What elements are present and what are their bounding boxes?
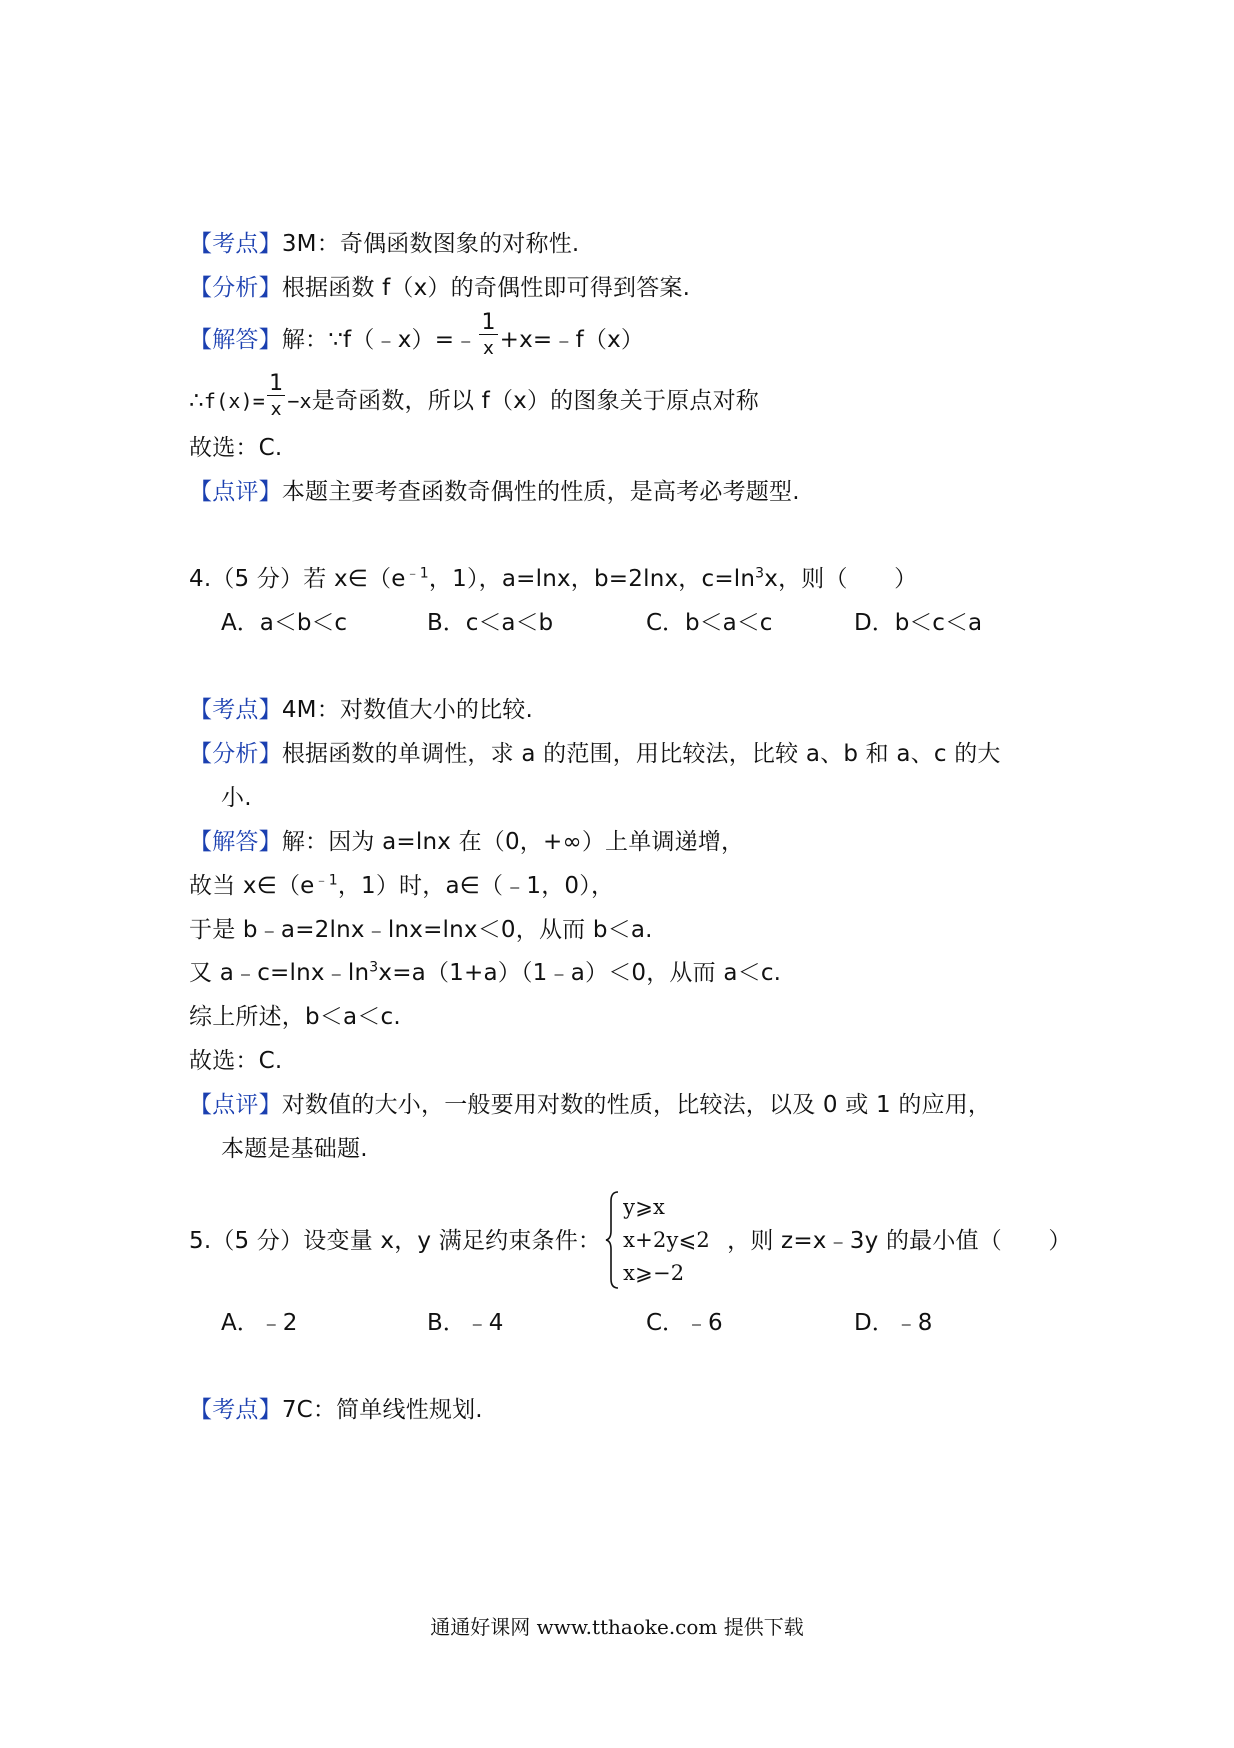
q5-stem-part-a: 5.（5 分）设变量 x，y 满足约束条件： xyxy=(189,1228,602,1254)
constraint-row-2: x+2y⩽2 xyxy=(623,1227,710,1252)
q5-stem-part-b: ，则 z=x﹣3y 的最小值（ ） xyxy=(727,1228,1072,1254)
q4-line4-part-a: 又 a﹣c=lnx﹣ln xyxy=(189,960,370,986)
q4-option-d: D．b＜c＜a xyxy=(854,610,983,636)
q4-dianping-label: 【点评】 xyxy=(189,1092,282,1118)
q4-fenxi-text-1: 根据函数的单调性，求 a 的范围，用比较法，比较 a、b 和 a、c 的大 xyxy=(281,741,1001,767)
q3-fenxi-line xyxy=(189,272,690,304)
q4-fenxi-line xyxy=(189,738,1001,770)
q3-fenxi-label: 【分析】 xyxy=(189,275,282,301)
q3-jieda-line xyxy=(189,310,645,365)
q4-jieda-line-2 xyxy=(189,870,614,902)
q4-line4-part-b: x=a（1+a）（1﹣a）＜0，从而 a＜c. xyxy=(378,960,782,986)
q4-fenxi-label: 【分析】 xyxy=(189,741,282,767)
q4-dianping-text-1: 对数值的大小，一般要用对数的性质，比较法，以及 0 或 1 的应用， xyxy=(281,1092,992,1118)
q4-jieda-line-4 xyxy=(189,957,781,989)
q4-jieda-text: 解：因为 a=lnx 在（0，+∞）上单调递增， xyxy=(281,829,745,855)
q4-line4-sup: 3 xyxy=(369,959,379,976)
q3-jieda-prefix: 解：∵f（﹣x）=﹣ xyxy=(281,327,478,353)
q3-jieda-frac-den: x xyxy=(483,338,494,359)
q4-choice: 故选：C. xyxy=(189,1048,283,1074)
q4-kaodian-line xyxy=(189,694,533,726)
q4-kaodian-text: 4M：对数值大小的比较. xyxy=(281,697,534,723)
q3-fenxi-text: 根据函数 f（x）的奇偶性即可得到答案. xyxy=(281,275,691,301)
q4-stem-part-c: x，则（ ） xyxy=(764,566,918,592)
q3-kaodian-text: 3M：奇偶函数图象的对称性. xyxy=(281,231,580,257)
q5-option-c: C．﹣6 xyxy=(646,1310,723,1336)
q3-therefore-text: 是奇函数，所以 f（x）的图象关于原点对称 xyxy=(311,388,759,414)
q5-stem xyxy=(189,1190,1072,1293)
left-brace-icon xyxy=(605,1189,621,1291)
therefore-symbol: ∴ xyxy=(189,388,204,414)
q4-jieda-line-5: 综上所述，b＜a＜c. xyxy=(189,1004,401,1030)
q4-line2-part-a: 故当 x∈（e xyxy=(189,873,315,899)
q4-dianping-text-2: 本题是基础题. xyxy=(221,1136,368,1162)
q3-dianping-text: 本题主要考查函数奇偶性的性质，是高考必考题型. xyxy=(281,479,800,505)
q4-line2-sup: ﹣1 xyxy=(314,872,338,889)
q4-option-b: B．c＜a＜b xyxy=(427,610,554,636)
q4-kaodian-label: 【考点】 xyxy=(189,697,282,723)
q3-choice: 故选：C. xyxy=(189,435,283,461)
q3-therefore-frac-den: x xyxy=(270,399,282,420)
q4-line2-part-b: ，1）时，a∈（﹣1，0）， xyxy=(337,873,615,899)
q4-jieda-label: 【解答】 xyxy=(189,829,282,855)
q4-option-a: A．a＜b＜c xyxy=(221,610,348,636)
q4-stem-part-b: ，1），a=lnx，b=2lnx，c=ln xyxy=(428,566,756,592)
q5-kaodian-line xyxy=(189,1394,483,1426)
q4-stem-sup-2: 3 xyxy=(755,565,765,582)
q5-option-d: D．﹣8 xyxy=(854,1310,933,1336)
q5-option-b: B．﹣4 xyxy=(427,1310,504,1336)
q4-jieda-line xyxy=(189,826,744,858)
constraint-row-3: x⩾−2 xyxy=(623,1260,685,1285)
constraint-row-1: y⩾x xyxy=(623,1194,666,1219)
q3-jieda-label: 【解答】 xyxy=(189,327,282,353)
q3-therefore-fraction xyxy=(267,373,285,422)
q4-dianping-line xyxy=(189,1089,991,1121)
constraint-system xyxy=(605,1189,723,1291)
q5-kaodian-text: 7C：简单线性规划. xyxy=(281,1397,483,1423)
q3-dianping-label: 【点评】 xyxy=(189,479,282,505)
q3-jieda-suffix: +x=﹣f（x） xyxy=(499,327,645,353)
q5-kaodian-label: 【考点】 xyxy=(189,1397,282,1423)
q3-therefore-frac-num: 1 xyxy=(269,371,284,396)
q3-jieda-frac-num: 1 xyxy=(481,310,496,335)
q3-kaodian-line xyxy=(189,228,579,260)
q4-stem-sup-1: ﹣1 xyxy=(405,565,429,582)
q4-stem-part-a: 4.（5 分）若 x∈（e xyxy=(189,566,406,592)
q3-jieda-fraction xyxy=(479,312,497,361)
q3-kaodian-label: 【考点】 xyxy=(189,231,282,257)
q5-option-a: A．﹣2 xyxy=(221,1310,298,1336)
q3-therefore-minus-x: −x xyxy=(287,389,312,413)
page-footer: 通通好课网 www.tthaoke.com 提供下载 xyxy=(430,1615,804,1639)
q4-stem xyxy=(189,563,917,595)
q3-dianping-line xyxy=(189,476,800,508)
q3-therefore-fx: f(x)= xyxy=(203,389,266,413)
q4-option-c: C．b＜a＜c xyxy=(646,610,773,636)
q3-therefore-line xyxy=(189,371,759,426)
q4-fenxi-text-2: 小. xyxy=(221,785,252,811)
q4-jieda-line-3: 于是 b﹣a=2lnx﹣lnx=lnx＜0，从而 b＜a. xyxy=(189,917,653,943)
